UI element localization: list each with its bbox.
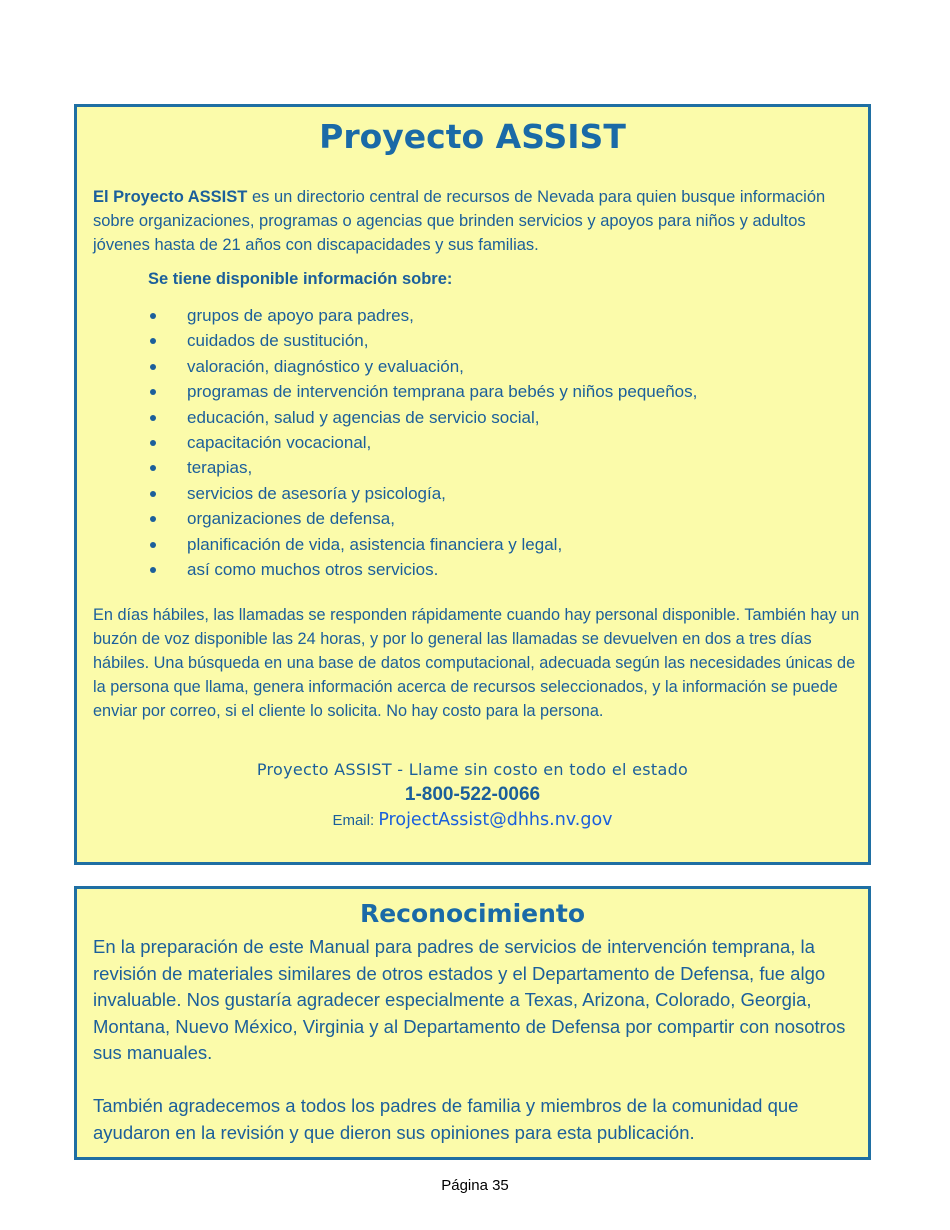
acknowledgement-paragraph-1: En la preparación de este Manual para padres de servicios de intervención temprana, la revisión de materiales similares de otros estados y el Departamento de Defensa, fue algo invaluable. Nos gustaría agradecer especialmente a Texas, Arizona, Colorado, Georgia, Montana, Nuevo México, Virginia y al Departamento de Defensa por compartir con nosotros sus manuales. — [93, 936, 846, 1064]
bullet-icon — [150, 465, 156, 471]
list-item: planificación de vida, asistencia financiera y legal, — [147, 532, 697, 557]
email-link[interactable]: ProjectAssist@dhhs.nv.gov — [378, 810, 613, 830]
acknowledgement-box — [74, 886, 871, 1160]
project-assist-body: En días hábiles, las llamadas se responden rápidamente cuando hay personal disponible. También hay un buzón de voz disponible las 24 horas, y por lo general las llamadas se devuelven en dos a tres días hábiles. Una búsqueda en una base de datos computacional, adecuada según las necesidades únicas de la persona que llama, genera información acerca de recursos seleccionados, y la información se puede enviar por correo, si el cliente lo solicita. No hay costo para la persona. — [93, 606, 860, 720]
list-item: educación, salud y agencias de servicio social, — [147, 405, 697, 430]
bullet-icon — [150, 516, 156, 522]
bullet-icon — [150, 338, 156, 344]
bullet-icon — [150, 491, 156, 497]
project-assist-intro — [93, 185, 863, 257]
project-assist-title: Proyecto ASSIST — [319, 117, 626, 156]
bullet-icon — [150, 542, 156, 548]
bullet-icon — [150, 313, 156, 319]
available-heading: Se tiene disponible información sobre: — [148, 270, 453, 288]
list-item: terapias, — [147, 455, 697, 480]
bullet-icon — [150, 364, 156, 370]
list-item: cuidados de sustitución, — [147, 328, 697, 353]
list-item: valoración, diagnóstico y evaluación, — [147, 354, 697, 379]
list-item: capacitación vocacional, — [147, 430, 697, 455]
bullet-icon — [150, 389, 156, 395]
list-item: grupos de apoyo para padres, — [147, 303, 697, 328]
list-item: programas de intervención temprana para bebés y niños pequeños, — [147, 379, 697, 404]
bullet-icon — [150, 440, 156, 446]
acknowledgement-title: Reconocimiento — [359, 899, 586, 928]
email-row — [77, 810, 868, 830]
intro-bold: El Proyecto ASSIST — [93, 188, 248, 206]
phone-number[interactable]: 1-800-522-0066 — [404, 784, 541, 805]
page-number: Página 35 — [441, 1177, 509, 1194]
acknowledgement-paragraph-2: También agradecemos a todos los padres de familia y miembros de la comunidad que ayudaron en la revisión y que dieron sus opiniones para esta publicación. — [93, 1095, 799, 1143]
list-item: así como muchos otros servicios. — [147, 557, 697, 582]
intro-text: es un directorio central de recursos de Nevada para quien busque información sobre organizaciones, programas o agencias que brinden servicios y apoyos para niños y adultos jóvenes hasta de 21 años con discapacidades y sus familias. — [93, 188, 826, 254]
project-assist-box — [74, 104, 871, 865]
bullet-icon — [150, 567, 156, 573]
services-list — [147, 303, 697, 582]
list-item: organizaciones de defensa, — [147, 506, 697, 531]
bullet-icon — [150, 415, 156, 421]
list-item: servicios de asesoría y psicología, — [147, 481, 697, 506]
contact-line: Proyecto ASSIST - Llame sin costo en todo el estado — [256, 760, 689, 779]
email-label: Email: — [332, 812, 375, 829]
